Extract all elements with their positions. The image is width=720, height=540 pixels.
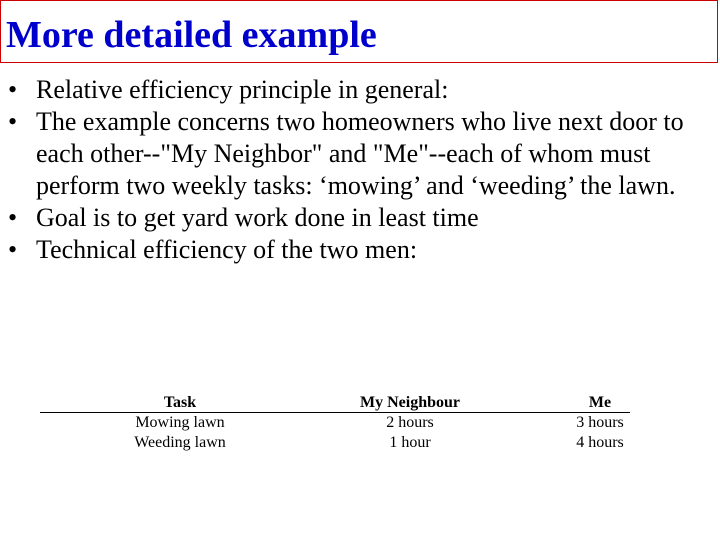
table-cell: Mowing lawn (135, 414, 225, 431)
header-my-neighbour: My Neighbour (360, 394, 460, 411)
bullet-dot-icon: • (8, 235, 18, 264)
bullet-text: Relative efficiency principle in general: (36, 75, 449, 104)
task-table (40, 393, 660, 453)
bullet-text: Technical efficiency of the two men: (36, 235, 418, 264)
table-cell: 2 hours (386, 414, 434, 431)
bullet-dot-icon: • (8, 75, 18, 104)
bullet-text: Goal is to get yard work done in least time (36, 203, 479, 232)
bullet-item (0, 74, 715, 106)
table-row (40, 413, 660, 433)
bullet-dot-icon: • (8, 107, 18, 136)
bullet-item (0, 106, 715, 202)
table-cell: 1 hour (389, 434, 431, 451)
bullet-item (0, 234, 715, 266)
table-cell: 3 hours (576, 414, 624, 431)
title-bar (0, 0, 718, 63)
bullet-list (0, 74, 715, 266)
table-header-row (40, 393, 660, 413)
page-title: More detailed example (6, 14, 377, 56)
bullet-item (0, 202, 715, 234)
table-row (40, 433, 660, 453)
bullet-text: The example concerns two homeowners who live next door to each other--"My Neighbor" and "Me"--each of whom must perform two weekly tasks: ‘mowing’ and ‘weeding’ the lawn. (36, 107, 684, 200)
table-cell: Weeding lawn (134, 434, 226, 451)
header-task: Task (163, 394, 197, 411)
bullet-dot-icon: • (8, 203, 18, 232)
table-cell: 4 hours (576, 434, 624, 451)
header-me: Me (588, 394, 612, 411)
